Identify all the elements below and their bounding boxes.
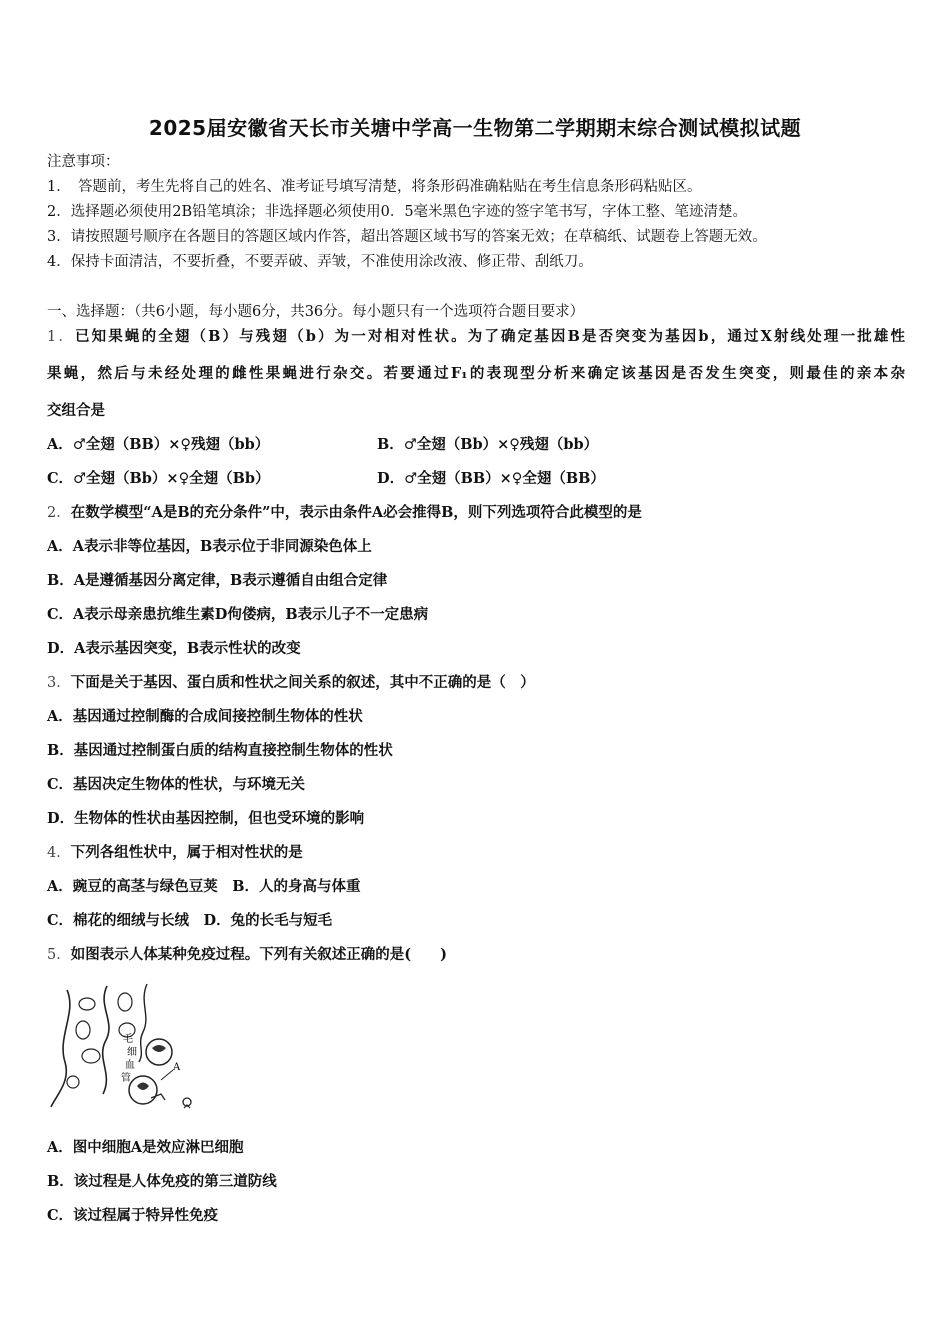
q5-option-b: B．该过程是人体免疫的第三道防线	[47, 1173, 277, 1190]
cell-nucleus	[137, 1083, 149, 1091]
blood-cell	[118, 993, 132, 1011]
q2-stem	[47, 503, 642, 523]
q2-stem-text: 在数学模型“A是B的充分条件”中，表示由条件A必会推得B，则下列选项符合此模型的是	[70, 504, 642, 521]
label-pointer	[161, 1070, 173, 1080]
figure-label-guan: 管	[121, 1073, 131, 1084]
cell-nucleus	[152, 1045, 166, 1052]
q1-number: 1．	[47, 329, 76, 345]
q3-option-c: C．基因决定生物体的性状，与环境无关	[47, 776, 306, 793]
q1-stem-part-2: 果蝇，然后与未经处理的雌性果蝇进行杂交。若要通过F₁的表现型分析来确定该基因是否发生突变，则最佳的亲本杂	[47, 365, 905, 382]
capillary-wall-left	[51, 990, 70, 1107]
q4-stem	[47, 843, 303, 863]
q5-option-c: C．该过程属于特异性免疫	[47, 1207, 219, 1224]
blood-cell	[67, 1076, 79, 1088]
q2-option-d: D．A表示基因突变，B表示性状的改变	[47, 640, 301, 657]
q3-option-a: A．基因通过控制酶的合成间接控制生物体的性状	[47, 708, 363, 725]
q5-option-a: A．图中细胞A是效应淋巴细胞	[47, 1139, 244, 1156]
notice-item-3: 3．请按照题号顺序在各题目的答题区域内作答，超出答题区域书写的答案无效；在草稿纸、试题卷上答题无效。	[47, 229, 767, 245]
page-title: 2025届安徽省天长市关塘中学高一生物第二学期期末综合测试模拟试题	[148, 116, 802, 140]
q1-line-1	[47, 327, 905, 347]
q3-option-b: B．基因通过控制蛋白质的结构直接控制生物体的性状	[47, 742, 393, 759]
figure-label-a: A	[173, 1062, 181, 1073]
q5-stem	[47, 945, 447, 965]
q1-option-b: B．♂全翅（Bb）×♀残翅（bb）	[377, 436, 599, 453]
q4-options-cd: C．棉花的细绒与长绒 D．兔的长毛与短毛	[47, 912, 333, 929]
figure-label-xi: 细	[127, 1047, 137, 1058]
notice-item-1: 1． 答题前，考生先将自己的姓名、准考证号填写清楚，将条形码准确粘贴在考生信息条形码粘贴区。	[47, 179, 702, 195]
q3-number: 3．	[47, 675, 71, 691]
q2-option-b: B．A是遵循基因分离定律，B表示遵循自由组合定律	[47, 572, 388, 589]
q3-option-d: D．生物体的性状由基因控制，但也受环境的影响	[47, 810, 365, 827]
notice-item-2: 2．选择题必须使用2B铅笔填涂；非选择题必须使用0．5毫米黑色字迹的签字笔书写，字体工整、笔迹清楚。	[47, 204, 748, 220]
notice-heading: 注意事项：	[47, 154, 120, 170]
blood-cell	[82, 1049, 100, 1063]
blood-cell	[79, 998, 95, 1010]
q1-option-d: D．♂全翅（BB）×♀全翅（BB）	[377, 470, 605, 487]
figure-label-mao: 毛	[123, 1034, 133, 1045]
immune-process-figure	[47, 982, 195, 1114]
q4-options-ab: A．豌豆的高茎与绿色豆荚 B．人的身高与体重	[47, 878, 361, 895]
q1-option-c: C．♂全翅（Bb）×♀全翅（Bb）	[47, 470, 270, 487]
q4-number: 4．	[47, 845, 71, 861]
q3-stem-text: 下面是关于基因、蛋白质和性状之间关系的叙述，其中不正确的是（ ）	[70, 674, 535, 691]
capillary-wall-middle	[103, 986, 109, 1094]
blood-cell	[76, 1021, 90, 1039]
q2-option-a: A．A表示非等位基因，B表示位于非同源染色体上	[47, 538, 372, 555]
q2-number: 2．	[47, 505, 71, 521]
notice-item-4: 4．保持卡面清洁，不要折叠，不要弄破、弄皱，不准使用涂改液、修正带、刮纸刀。	[47, 254, 593, 270]
q5-stem-text: 如图表示人体某种免疫过程。下列有关叙述正确的是( )	[70, 946, 447, 963]
q2-option-c: C．A表示母亲患抗维生素D佝偻病，B表示儿子不一定患病	[47, 606, 429, 623]
q1-stem-part-3: 交组合是	[47, 402, 105, 419]
q1-option-a: A．♂全翅（BB）×♀残翅（bb）	[47, 436, 270, 453]
q5-number: 5．	[47, 947, 71, 963]
q1-stem-part-1: 已知果蝇的全翅（B）与残翅（b）为一对相对性状。为了确定基因B是否突变为基因b，通过X射线处理一批雄性	[75, 328, 905, 345]
q4-stem-text: 下列各组性状中，属于相对性状的是	[70, 844, 303, 861]
q3-stem	[47, 673, 535, 693]
figure-label-xue: 血	[125, 1060, 135, 1071]
section-heading: 一、选择题：（共6小题，每小题6分，共36分。每小题只有一个选项符合题目要求）	[47, 304, 585, 320]
